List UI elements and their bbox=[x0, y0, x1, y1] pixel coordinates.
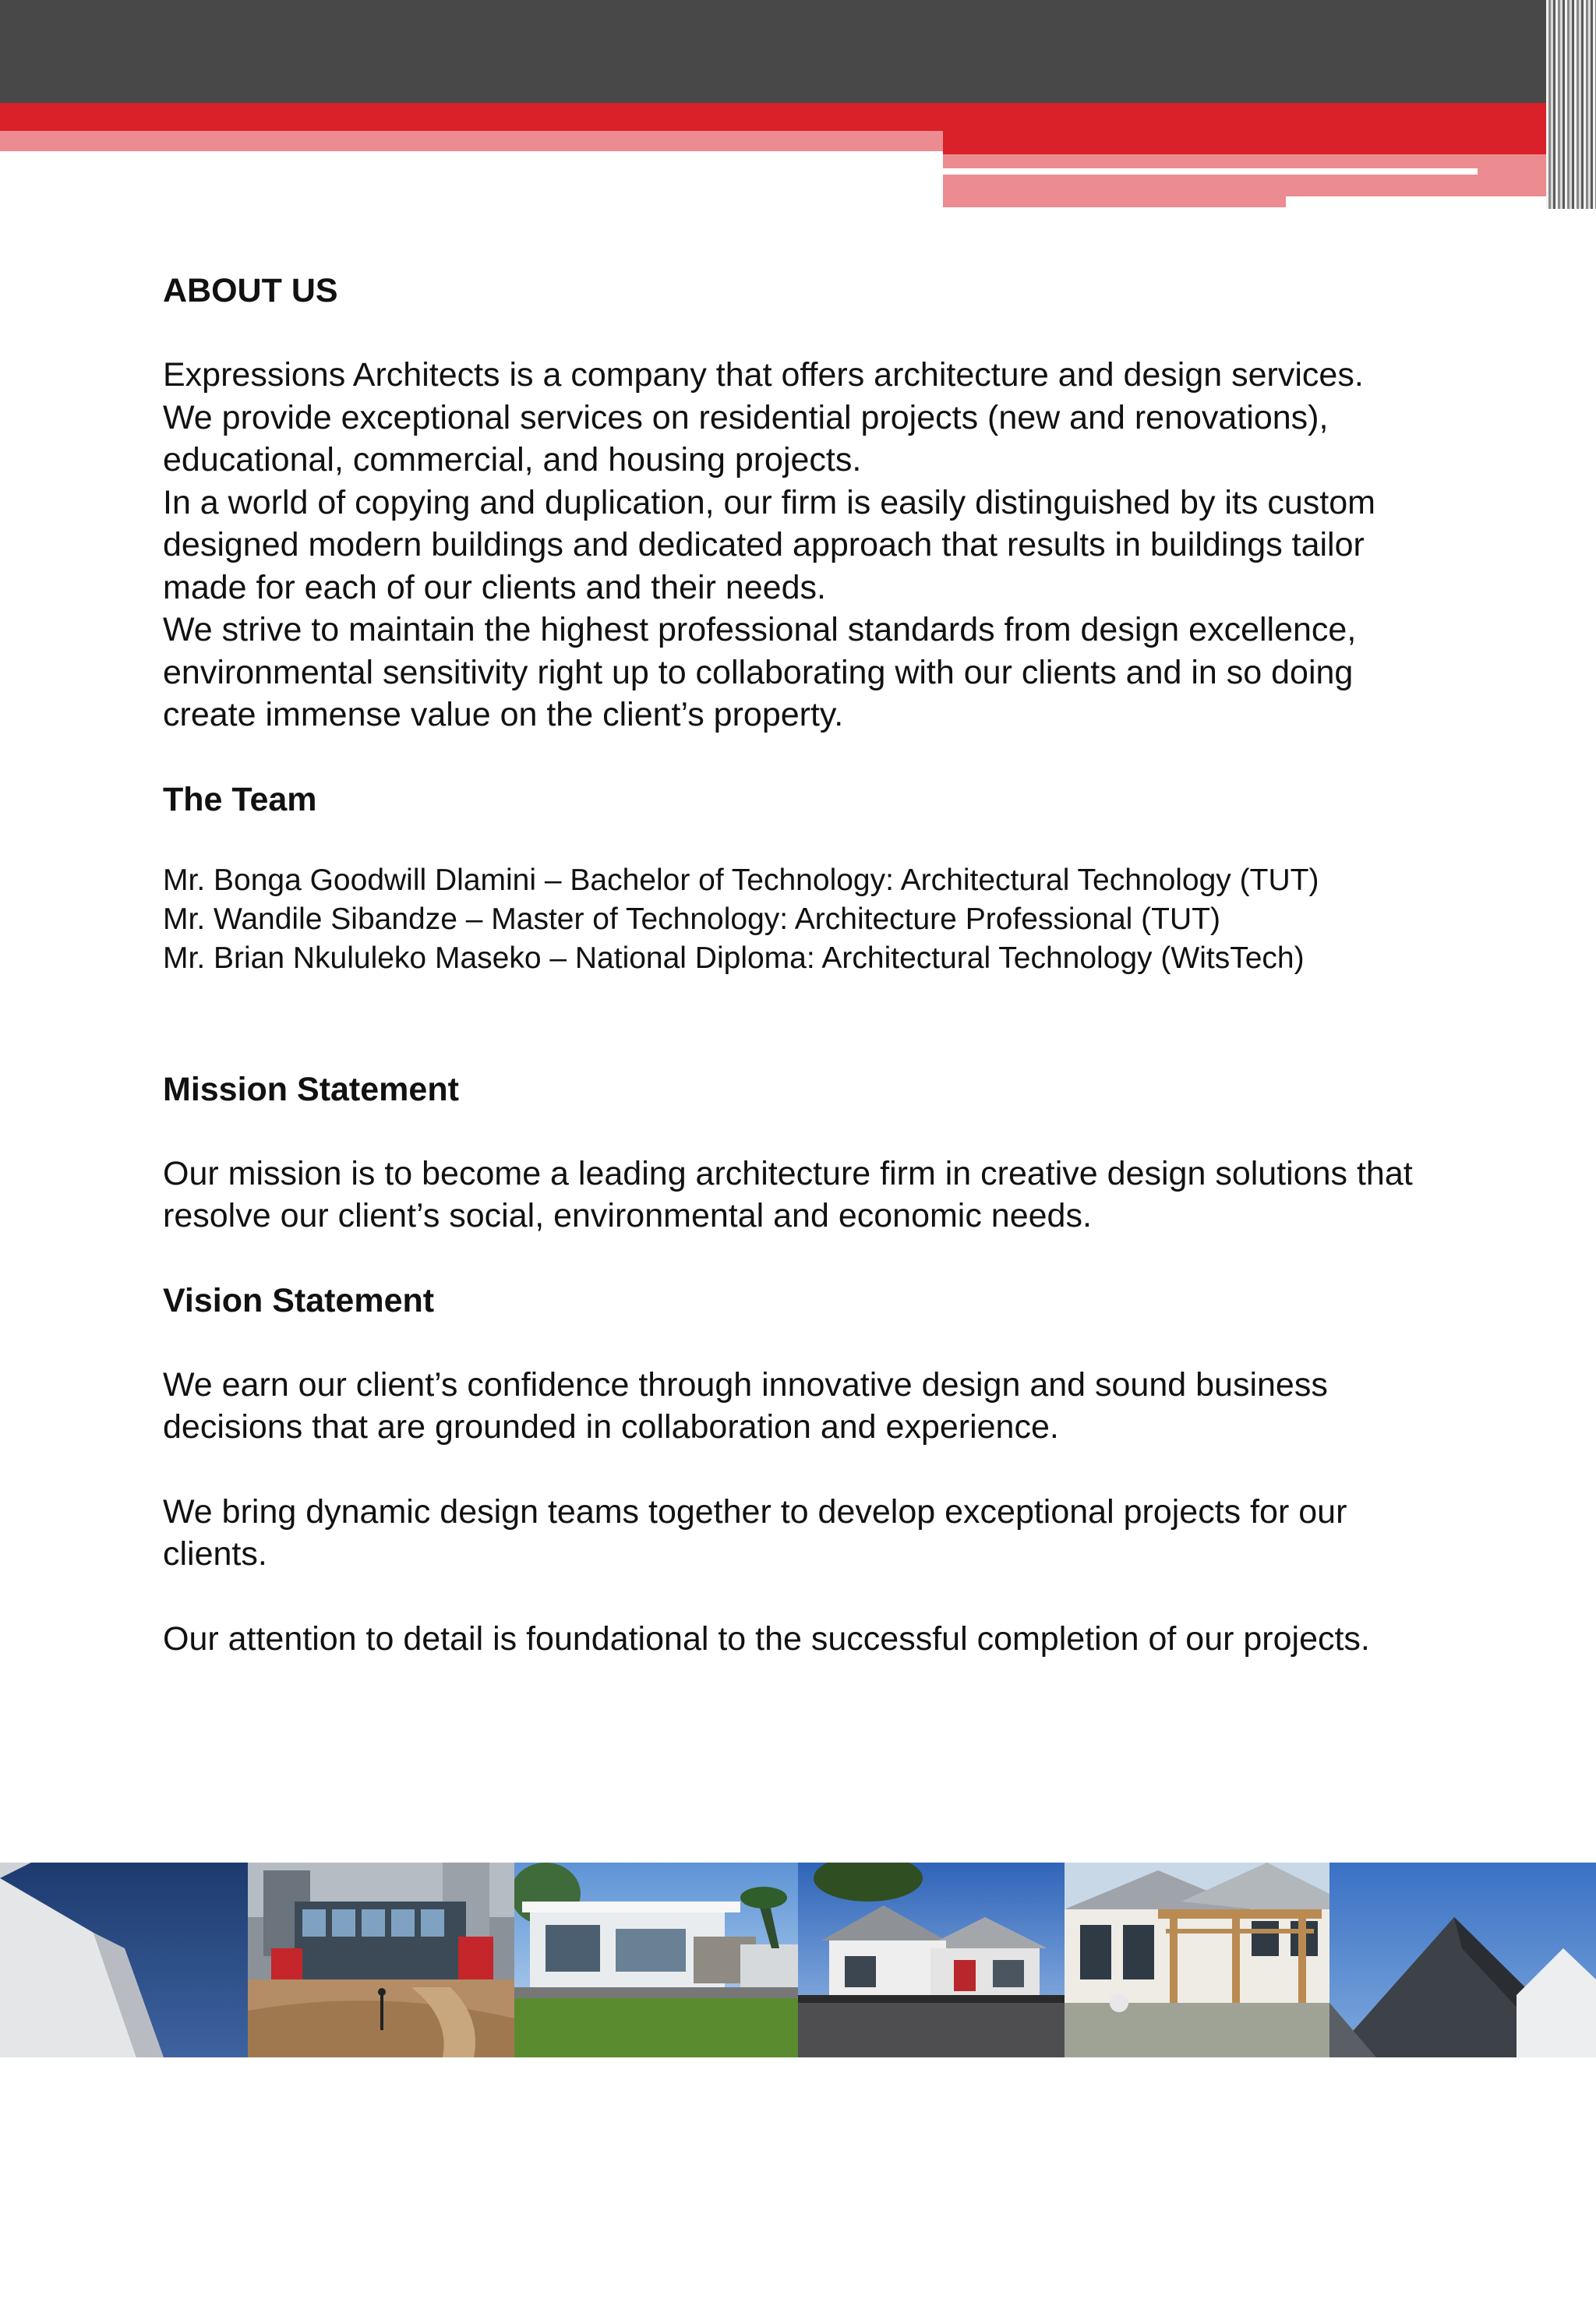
vision-paragraph bbox=[163, 1618, 1534, 1661]
project-photo-white-wall bbox=[0, 1863, 248, 2057]
vision-heading: Vision Statement bbox=[163, 1281, 435, 1319]
vision-line: clients. bbox=[163, 1535, 267, 1573]
about-heading: ABOUT US bbox=[163, 272, 338, 309]
vision-paragraph bbox=[163, 1491, 1534, 1576]
project-photo-residential-house bbox=[798, 1863, 1065, 2057]
mission-paragraph bbox=[163, 1153, 1534, 1238]
team-list bbox=[163, 861, 1534, 978]
header-white-cut bbox=[1286, 196, 1566, 209]
header-red-bar bbox=[0, 103, 1559, 131]
mission-heading: Mission Statement bbox=[163, 1070, 459, 1108]
vision-line: We earn our client’s confidence through innovative design and sound business bbox=[163, 1365, 1328, 1404]
project-photo-commercial-building bbox=[248, 1863, 514, 2057]
team-member: Mr. Brian Nkululeko Maseko – National Diploma: Architectural Technology (WitsTech) bbox=[163, 941, 1305, 975]
mission-line: Our mission is to become a leading architecture firm in creative design solutions that bbox=[163, 1154, 1413, 1192]
team-heading: The Team bbox=[163, 780, 317, 818]
about-line: designed modern buildings and dedicated approach that results in buildings tailor bbox=[163, 526, 1365, 563]
team-member: Mr. Bonga Goodwill Dlamini – Bachelor of Technology: Architectural Technology (TUT) bbox=[163, 863, 1319, 897]
vision-paragraph bbox=[163, 1364, 1534, 1449]
mission-line: resolve our client’s social, environmental and economic needs. bbox=[163, 1197, 1092, 1234]
about-line: In a world of copying and duplication, our firm is easily distinguished by its custom bbox=[163, 483, 1375, 521]
about-line: environmental sensitivity right up to collaborating with our clients and in so doing bbox=[163, 653, 1354, 691]
about-line: Expressions Architects is a company that offers architecture and design services. bbox=[163, 356, 1364, 394]
project-photo-pyramid-roof bbox=[1329, 1863, 1596, 2057]
about-line: made for each of our clients and their needs. bbox=[163, 568, 826, 606]
project-photo-pergola-house bbox=[1065, 1863, 1329, 2057]
header-pink-bar-left bbox=[0, 131, 943, 151]
vision-line: decisions that are grounded in collaboration and experience. bbox=[163, 1408, 1059, 1446]
header-dark-bar bbox=[0, 0, 1596, 103]
team-member: Mr. Wandile Sibandze – Master of Technology: Architecture Professional (TUT) bbox=[163, 902, 1220, 936]
header-banner bbox=[0, 0, 1596, 209]
header-stripes bbox=[1546, 0, 1596, 209]
page-content bbox=[163, 270, 1534, 1660]
vision-line: We bring dynamic design teams together to develop exceptional projects for our bbox=[163, 1492, 1347, 1531]
vision-line: Our attention to detail is foundational to the successful completion of our projects. bbox=[163, 1619, 1370, 1658]
header-white-line bbox=[943, 168, 1478, 175]
about-paragraph bbox=[163, 354, 1534, 736]
header-red-step bbox=[943, 131, 1559, 154]
project-photo-strip bbox=[0, 1863, 1596, 2057]
about-line: create immense value on the client’s property. bbox=[163, 696, 844, 733]
about-line: educational, commercial, and housing projects. bbox=[163, 441, 862, 479]
project-photo-modern-house bbox=[514, 1863, 798, 2057]
about-line: We strive to maintain the highest professional standards from design excellence, bbox=[163, 611, 1357, 648]
about-line: We provide exceptional services on residential projects (new and renovations), bbox=[163, 398, 1329, 436]
